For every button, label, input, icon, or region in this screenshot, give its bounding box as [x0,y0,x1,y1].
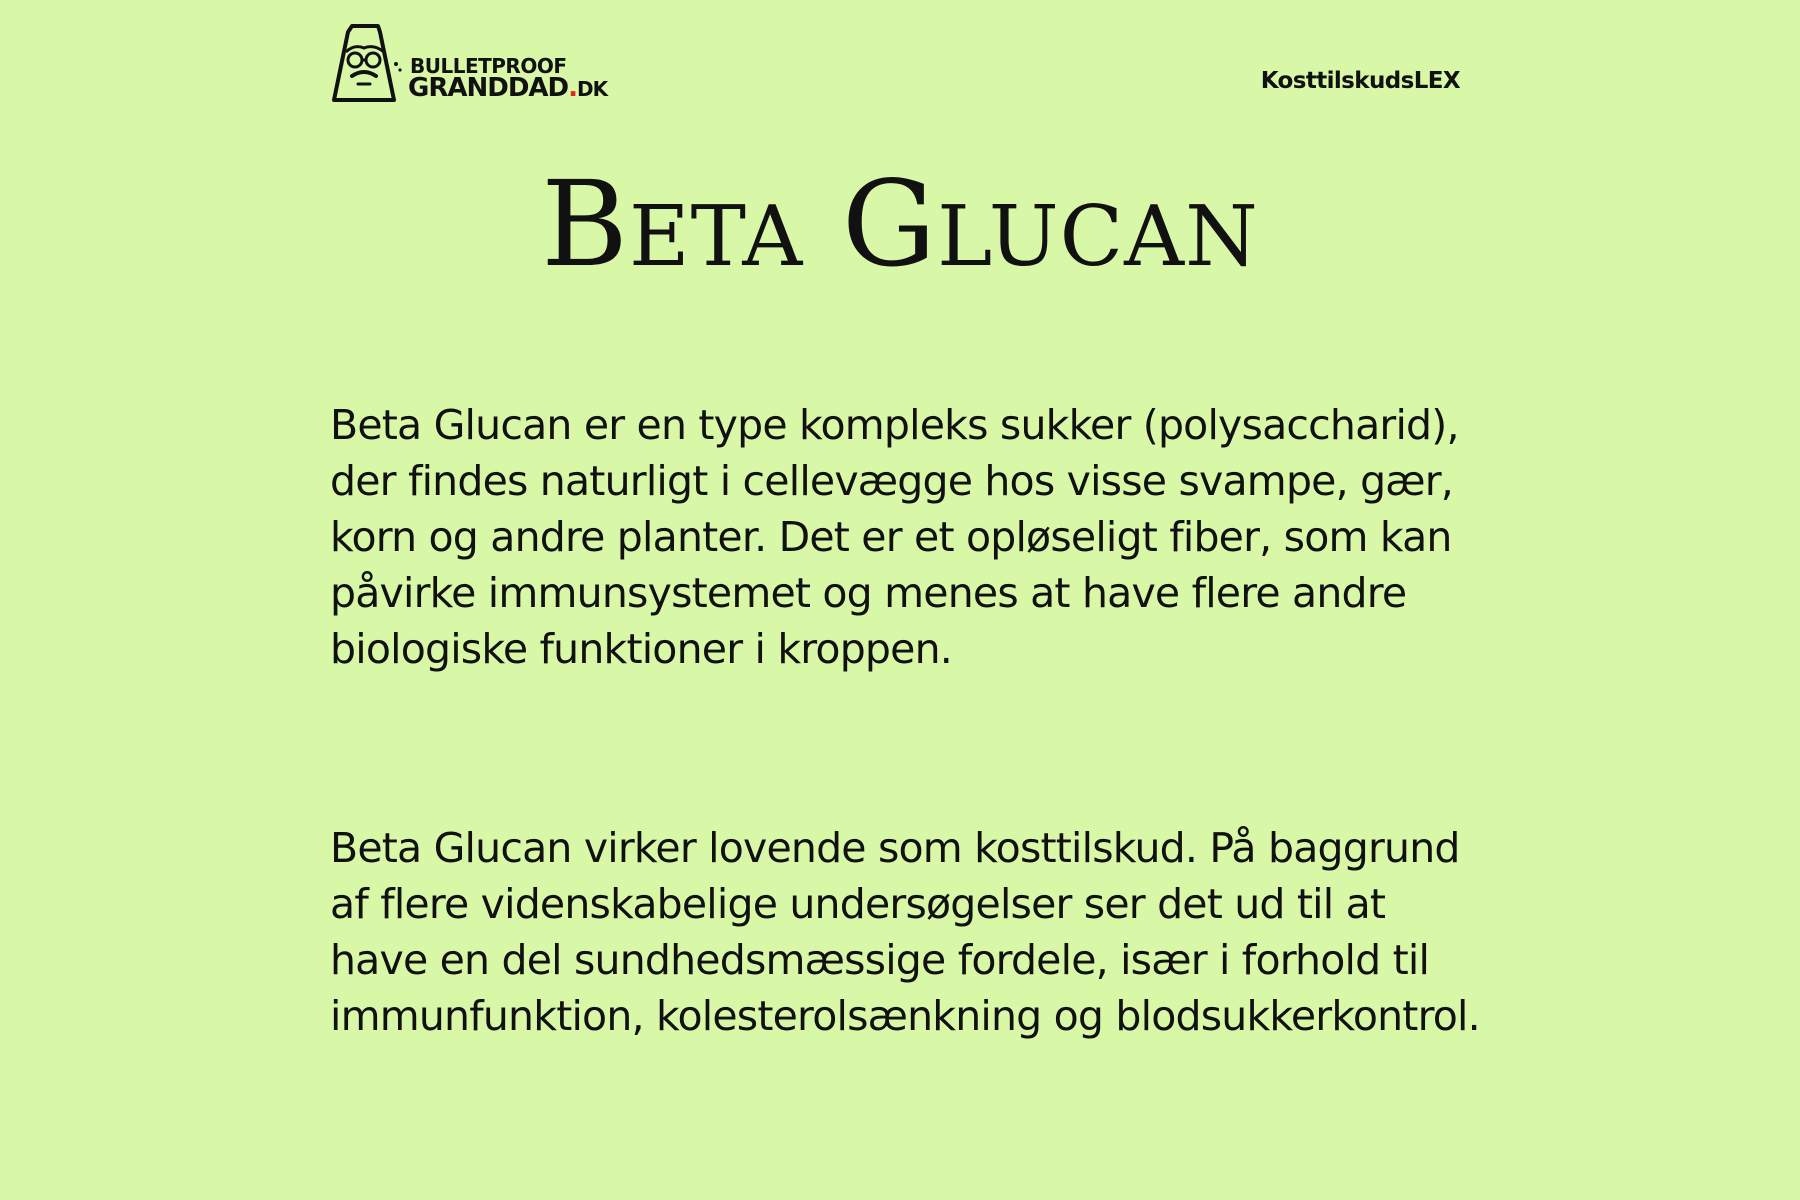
logo-line2-main: GRANDDAD [408,73,569,103]
logo-line1: BULLETPROOF [410,54,567,78]
site-header [330,22,1460,108]
site-logo-link[interactable] [330,22,630,108]
logo-dot: . [568,73,578,103]
logo-tld: DK [577,77,608,101]
page-title: Beta Glucan [541,155,1259,293]
granddad-mascot-icon [330,22,404,104]
kosttilskudslex-link[interactable]: KosttilskudsLEX [1260,68,1460,94]
article-paragraph-2: Beta Glucan virker lovende som kosttilskud. På baggrund af flere videnskabelige undersøgelser ser det ud til at have en del sundhedsmæssige fordele, især i forhold til immunfunktion, kolesterolsænkning og blodsukkerkontrol. [330,824,1480,1040]
logo-wordmark [408,56,607,101]
logo-line2 [408,75,607,101]
article-paragraph-1: Beta Glucan er en type kompleks sukker (polysaccharid), der findes naturligt i cellevægge hos visse svampe, gær, korn og andre planter. Det er et opløseligt fiber, som kan påvirke immunsystemet og menes at have flere andre biologiske funktioner i kroppen. [330,401,1459,673]
